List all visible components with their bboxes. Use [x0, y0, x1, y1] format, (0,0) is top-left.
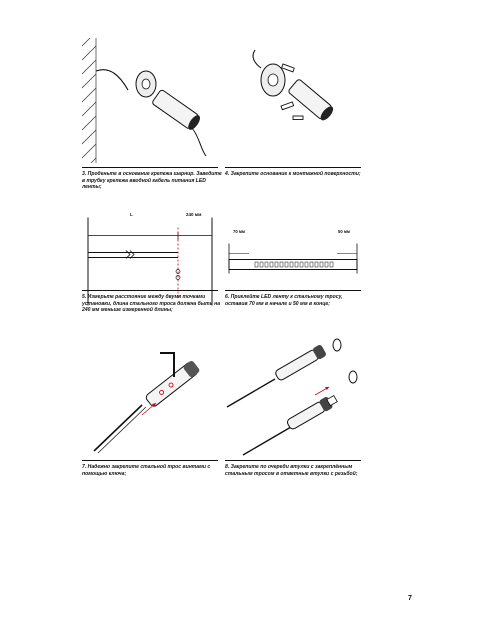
step8-illustration [225, 333, 361, 458]
step7-rule [82, 460, 218, 461]
step7-illustration [82, 333, 218, 458]
step6-caption: 6. Приклейте LED ленту к стальному тросу, оставив 70 мм в начале и 50 мм в конце; [225, 294, 343, 307]
step4-caption: 4. Закрепите основание к монтажной поверхности; [225, 171, 361, 177]
measure-label-240: 240 мм [186, 212, 202, 217]
page-number: 7 [408, 595, 412, 602]
step3-illustration [82, 38, 218, 163]
step6-rule [225, 290, 361, 291]
step5-rule [82, 290, 218, 291]
step7-caption: 7. Надежно закрепите стальной трос винтами с помощью ключа; [82, 464, 211, 477]
step4-rule [225, 167, 361, 168]
tape-offset-left: 70 мм [233, 229, 246, 234]
step3-rule [82, 167, 218, 168]
step3-caption: 3. Проденьте в основание крепежа шарнир. Заведите в трубку крепежа вводной кабель питания LED ленты; [82, 171, 222, 191]
tape-offset-right: 50 мм [338, 229, 351, 234]
step5-caption: 5. Измерьте расстояние между двумя точками установки, длина стального троса должна быть на 240 мм меньше измеренной длины; [82, 294, 221, 314]
step8-caption: 8. Закрепите по очереди втулки с закреплённым стальным тросом в ответные втулки с резьбой; [225, 464, 358, 477]
step8-rule [225, 460, 361, 461]
measure-label-l: L [130, 212, 133, 217]
wall-hatching [82, 38, 96, 163]
step4-illustration [225, 38, 361, 163]
